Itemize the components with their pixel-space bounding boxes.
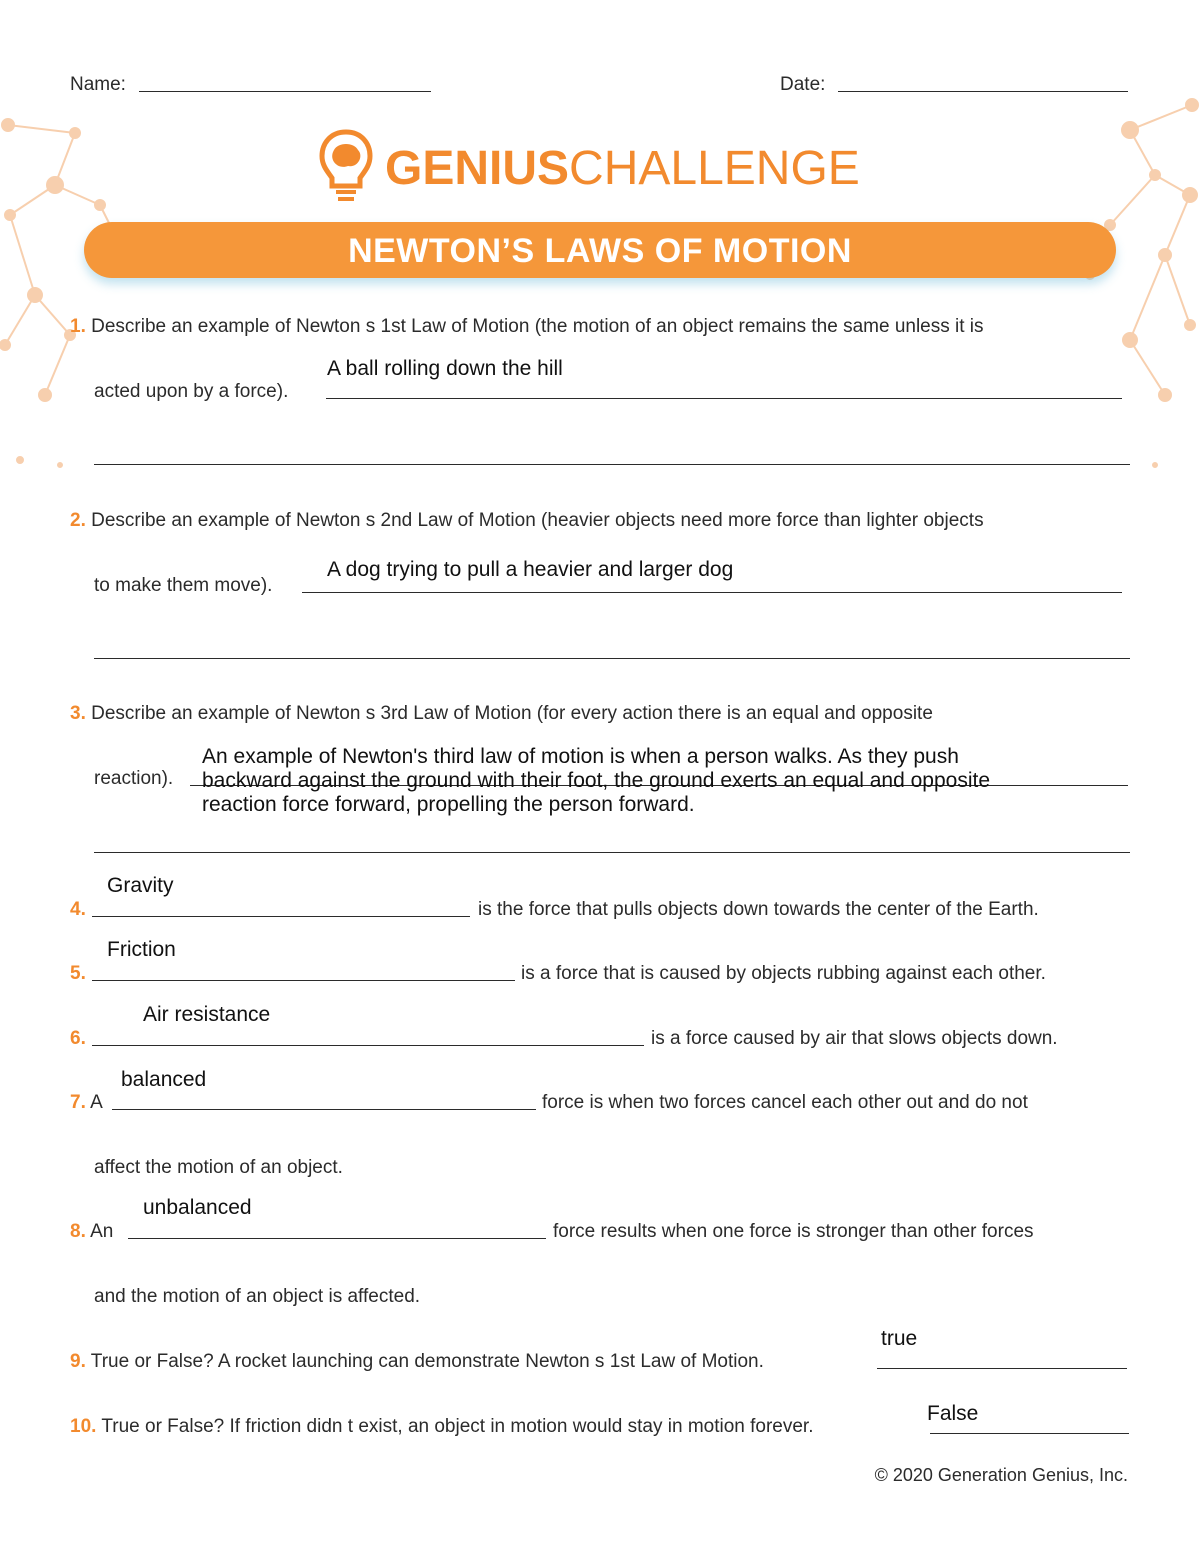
date-label: Date: <box>780 74 826 95</box>
answer-3-line-3: reaction force forward, propelling the person forward. <box>202 793 695 816</box>
question-6-text: is a force caused by air that slows objects down. <box>651 1028 1058 1049</box>
question-2-line2: to make them move). <box>94 575 273 596</box>
answer-4-line[interactable] <box>92 916 470 917</box>
answer-4: Gravity <box>107 874 174 897</box>
answer-8: unbalanced <box>143 1196 252 1219</box>
answer-5: Friction <box>107 938 176 961</box>
question-1: 1. Describe an example of Newton s 1st Law of Motion (the motion of an object remains the same unless it is <box>70 316 984 337</box>
answer-10-line[interactable] <box>930 1433 1129 1434</box>
copyright: © 2020 Generation Genius, Inc. <box>874 1465 1128 1485</box>
answer-2-extra-line[interactable] <box>94 658 1130 659</box>
question-5-number: 5. <box>70 963 86 984</box>
answer-9-line[interactable] <box>877 1368 1127 1369</box>
answer-9: true <box>881 1327 918 1350</box>
title-banner <box>84 222 1116 278</box>
date-field[interactable] <box>838 91 1128 92</box>
question-8-line2: and the motion of an object is affected. <box>94 1286 421 1307</box>
answer-1: A ball rolling down the hill <box>327 357 563 380</box>
question-1-line2: acted upon by a force). <box>94 381 289 402</box>
answer-1-extra-line[interactable] <box>94 464 1130 465</box>
question-10: 10. True or False? If friction didn t exist, an object in motion would stay in motion forever. <box>70 1416 814 1437</box>
page-title: NEWTON’S LAWS OF MOTION <box>348 232 852 270</box>
answer-6-line[interactable] <box>92 1045 644 1046</box>
question-7-text: force is when two forces cancel each other out and do not <box>542 1092 1028 1113</box>
question-4-text: is the force that pulls objects down towards the center of the Earth. <box>478 899 1039 920</box>
question-8-text: force results when one force is stronger than other forces <box>553 1221 1034 1242</box>
question-9: 9. True or False? A rocket launching can demonstrate Newton s 1st Law of Motion. <box>70 1351 764 1372</box>
question-6-number: 6. <box>70 1028 86 1049</box>
answer-6: Air resistance <box>143 1003 271 1026</box>
molecule-decoration-left <box>0 95 130 475</box>
answer-3-extra-line[interactable] <box>94 852 1130 853</box>
question-7-line2: affect the motion of an object. <box>94 1157 343 1178</box>
answer-8-line[interactable] <box>128 1238 546 1239</box>
name-label: Name: <box>70 74 126 95</box>
lightbulb-brain-icon <box>318 128 374 208</box>
question-3: 3. Describe an example of Newton s 3rd Law of Motion (for every action there is an equal and opposite <box>70 703 933 724</box>
name-field[interactable] <box>139 91 431 92</box>
question-5-text: is a force that is caused by objects rubbing against each other. <box>521 963 1046 984</box>
answer-7-line[interactable] <box>112 1109 536 1110</box>
answer-2: A dog trying to pull a heavier and larger dog <box>327 558 734 581</box>
answer-2-line[interactable] <box>302 592 1122 593</box>
answer-3-line-2: backward against the ground with their foot, the ground exerts an equal and opposite <box>202 769 991 792</box>
molecule-decoration-right <box>1070 95 1200 475</box>
question-7-prefix: 7. A <box>70 1092 103 1113</box>
question-8-prefix: 8. An <box>70 1221 114 1242</box>
answer-10: False <box>927 1402 979 1425</box>
genius-challenge-logo: GENIUSCHALLENGE <box>385 142 860 195</box>
answer-5-line[interactable] <box>92 980 515 981</box>
answer-3-line-1: An example of Newton's third law of motion is when a person walks. As they push <box>202 745 959 768</box>
question-4-number: 4. <box>70 899 86 920</box>
question-3-line2: reaction). <box>94 768 174 789</box>
answer-1-line[interactable] <box>326 398 1122 399</box>
question-2: 2. Describe an example of Newton s 2nd Law of Motion (heavier objects need more force than lighter objects <box>70 510 984 531</box>
answer-7: balanced <box>121 1068 207 1091</box>
